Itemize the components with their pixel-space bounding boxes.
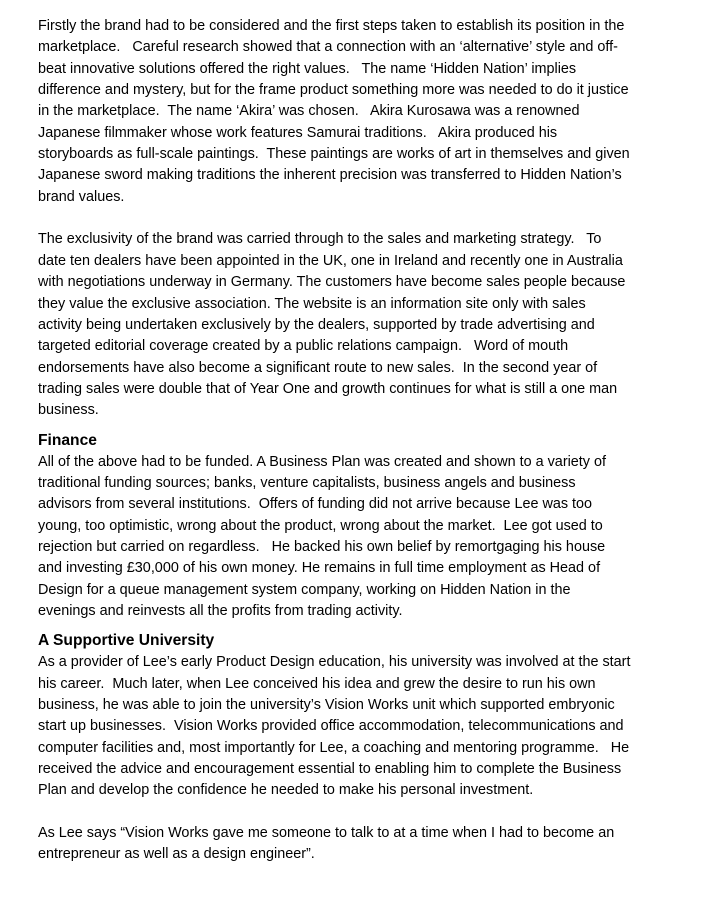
text-line: computer facilities and, most importantly for Lee, a coaching and mentoring programme. He [38,739,630,756]
text-line: business. [38,402,99,419]
document-page [38,16,650,866]
text-line: As a provider of Lee’s early Product Design education, his university was involved at the start [38,654,631,671]
text-line: trading sales were double that of Year One and growth continues for what is still a one man [38,380,618,397]
text-line: endorsements have also become a significant route to new sales. In the second year of [38,359,598,376]
text-line: targeted editorial coverage created by a public relations campaign. Word of mouth [38,338,569,355]
text-line: his career. Much later, when Lee conceived his idea and grew the desire to run his own [38,675,596,692]
text-line: evenings and reinvests all the profits from trading activity. [38,602,403,619]
text-line: As Lee says “Vision Works gave me someone to talk to at a time when I had to become an [38,825,615,842]
text-line: received the advice and encouragement essential to enabling him to complete the Business [38,761,622,778]
text-line: marketplace. Careful research showed that a connection with an ‘alternative’ style and off- [38,39,618,56]
text-line: The exclusivity of the brand was carried through to the sales and marketing strategy. To [38,231,602,248]
paragraph-exclusivity [38,229,650,421]
text-line: entrepreneur as well as a design engineer”. [38,846,315,863]
text-line: advisors from several institutions. Offers of funding did not arrive because Lee was too [38,496,593,513]
section-heading-university: A Supportive University [38,632,215,650]
text-line: difference and mystery, but for the frame product something more was needed to do it justice [38,82,629,99]
text-line: Firstly the brand had to be considered and the first steps taken to establish its position in the [38,18,625,34]
text-line: in the marketplace. The name ‘Akira’ was chosen. Akira Kurosawa was a renowned [38,103,580,120]
text-line: Japanese sword making traditions the inherent precision was transferred to Hidden Nation’s [38,167,622,184]
text-line: traditional funding sources; banks, venture capitalists, business angels and business [38,474,576,491]
paragraph-brand [38,16,650,208]
text-line: Design for a queue management system company, working on Hidden Nation in the [38,581,571,598]
text-line: and investing £30,000 of his own money. He remains in full time employment as Head of [38,560,601,577]
text-line: young, too optimistic, wrong about the product, wrong about the market. Lee got used to [38,517,603,534]
text-line: beat innovative solutions offered the right values. The name ‘Hidden Nation’ implies [38,60,577,77]
section-heading-finance: Finance [38,431,97,449]
paragraph-quote [38,823,650,866]
text-line: activity being undertaken exclusively by the dealers, supported by trade advertising and [38,316,595,333]
text-line: rejection but carried on regardless. He backed his own belief by remortgaging his house [38,538,606,555]
text-line: date ten dealers have been appointed in the UK, one in Ireland and recently one in Australia [38,252,623,269]
paragraph-university [38,652,650,801]
text-line: storyboards as full-scale paintings. These paintings are works of art in themselves and given [38,146,630,163]
text-line: brand values. [38,188,125,205]
paragraph-finance [38,452,650,623]
text-line: with negotiations underway in Germany. The customers have become sales people because [38,274,626,291]
text-line: Japanese filmmaker whose work features Samurai traditions. Akira produced his [38,124,558,141]
text-line: Plan and develop the confidence he needed to make his personal investment. [38,782,534,799]
paragraph-spacer [38,802,650,823]
paragraph-spacer [38,208,650,229]
text-line: All of the above had to be funded. A Business Plan was created and shown to a variety of [38,453,607,470]
text-line: business, he was able to join the university’s Vision Works unit which supported embryonic [38,697,615,714]
text-line: they value the exclusive association. The website is an information site only with sales [38,295,586,312]
text-line: start up businesses. Vision Works provided office accommodation, telecommunications and [38,718,624,735]
